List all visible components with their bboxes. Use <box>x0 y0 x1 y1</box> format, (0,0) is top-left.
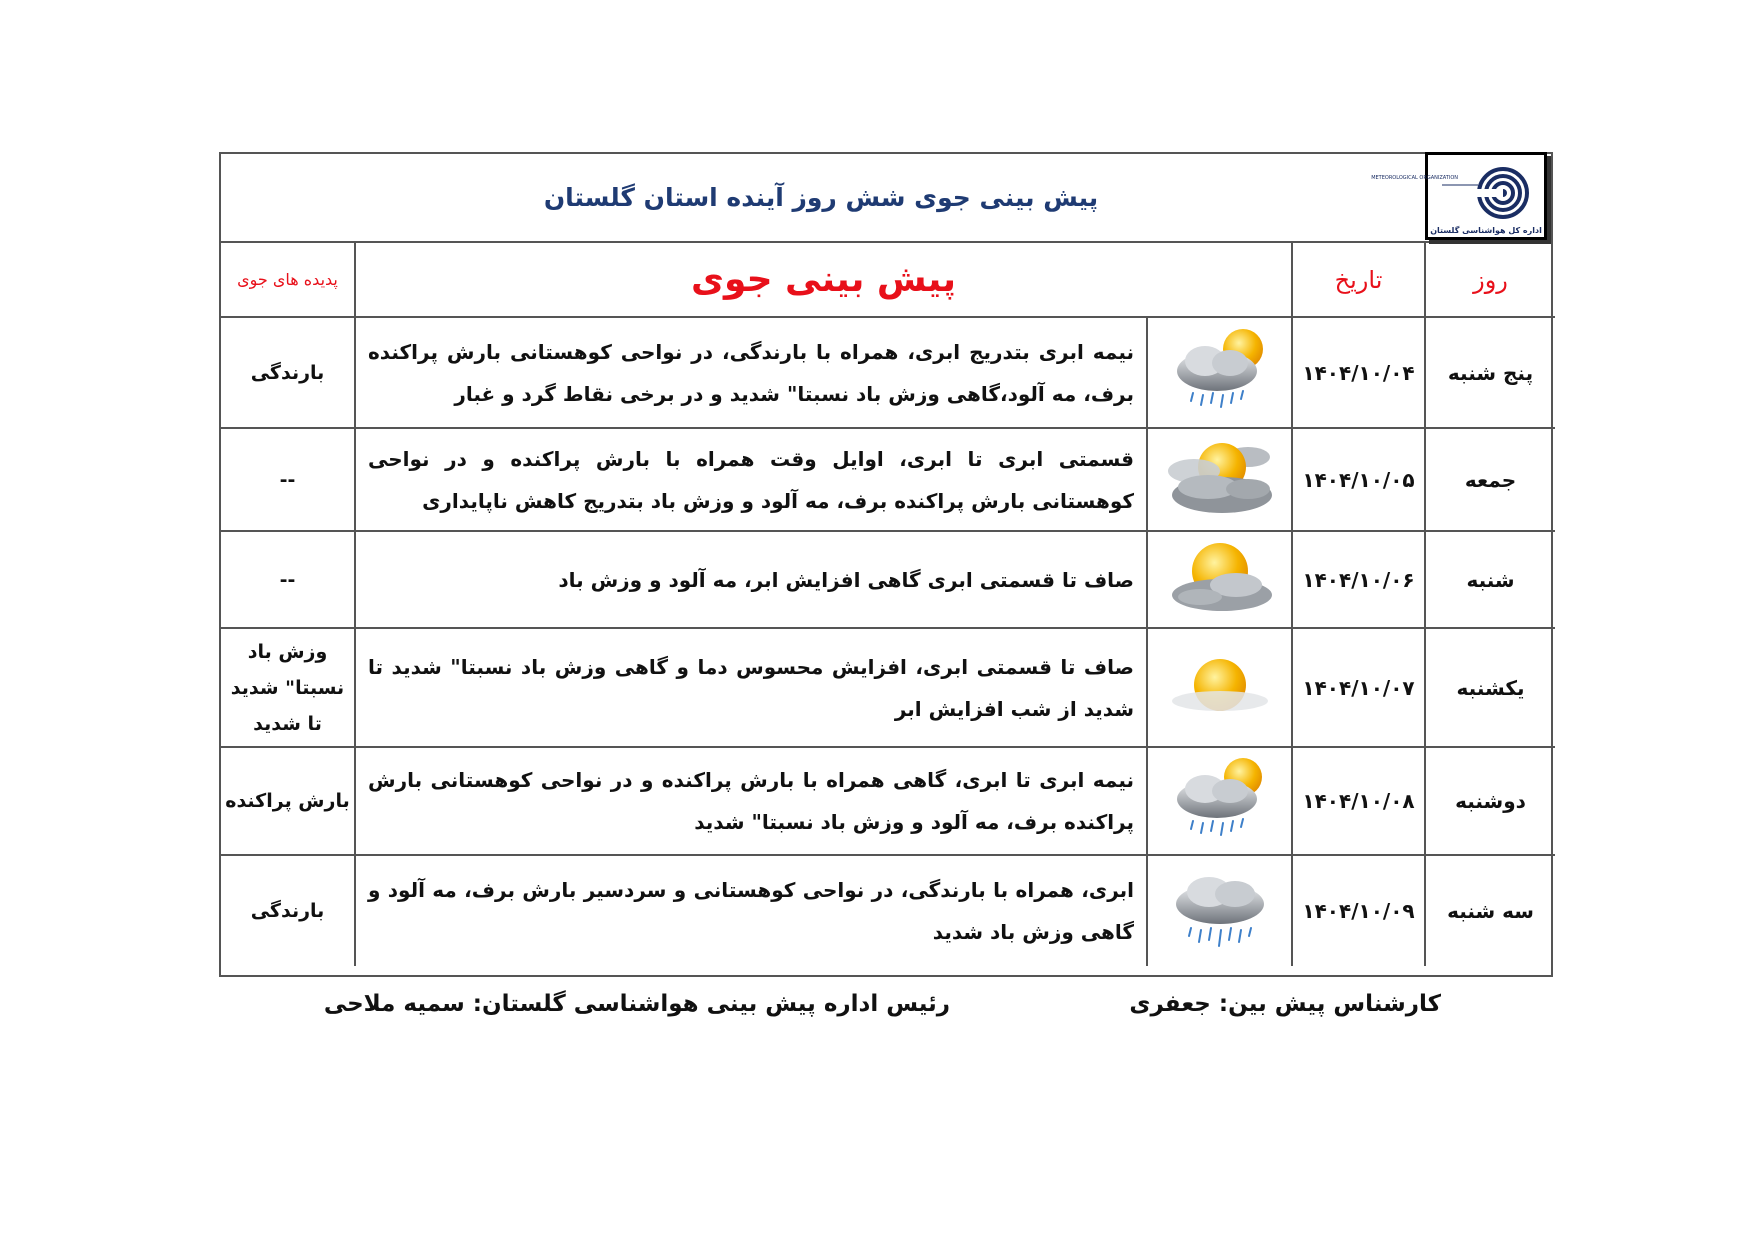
date-cell: ۱۴۰۴/۱۰/۰۴ <box>1292 317 1425 428</box>
sun-small-cloud-icon <box>1160 537 1280 623</box>
cloudy-sun-rain-snow-icon <box>1165 323 1275 423</box>
date-cell: ۱۴۰۴/۱۰/۰۹ <box>1292 855 1425 966</box>
cloud-rain-icon <box>1165 862 1275 960</box>
title-row <box>221 154 1551 243</box>
day-cell: دوشنبه <box>1425 747 1555 855</box>
date-cell: ۱۴۰۴/۱۰/۰۵ <box>1292 428 1425 531</box>
day-cell: پنج شنبه <box>1425 317 1555 428</box>
page-title: پیش بینی جوی شش روز آینده استان گلستان <box>543 183 1099 212</box>
forecast-sheet <box>219 152 1553 977</box>
forecast-text: نیمه ابری بتدریج ابری، همراه با بارندگی، در نواحی کوهستانی بارش پراکنده برف، مه آلود،گاهی وزش باد نسبتا" شدید و در برخی نقاط گرد و غبار <box>355 317 1147 428</box>
logo-emblem-icon <box>1371 155 1544 225</box>
forecast-text: صاف تا قسمتی ابری گاهی افزایش ابر، مه آلود و وزش باد <box>355 531 1147 628</box>
table-row <box>221 317 1555 428</box>
cloudy-sun-rain-icon <box>1165 753 1275 849</box>
weather-icon-cell <box>1147 628 1292 747</box>
date-cell: ۱۴۰۴/۱۰/۰۸ <box>1292 747 1425 855</box>
head-of-forecasting: رئیس اداره پیش بینی هواشناسی گلستان: سمیه ملاحی <box>323 991 950 1017</box>
meteorological-organization-logo <box>1371 152 1547 240</box>
column-header-date: تاریخ <box>1292 243 1425 317</box>
weather-icon-cell <box>1147 855 1292 966</box>
weather-icon-cell <box>1147 428 1292 531</box>
column-header-forecast: پیش بینی جوی <box>355 243 1292 317</box>
logo-caption: اداره کل هواشناسی گلستان <box>1430 226 1542 235</box>
date-cell: ۱۴۰۴/۱۰/۰۶ <box>1292 531 1425 628</box>
forecast-table <box>221 243 1555 966</box>
table-header-row <box>221 243 1555 317</box>
forecaster-signature: کارشناس پیش بین: جعفری <box>1129 991 1441 1017</box>
sun-haze-icon <box>1165 645 1275 731</box>
table-row <box>221 628 1555 747</box>
weather-icon-cell <box>1147 747 1292 855</box>
forecast-text: ابری، همراه با بارندگی، در نواحی کوهستانی و سردسیر بارش برف، مه آلود و گاهی وزش باد شدید <box>355 855 1147 966</box>
forecast-text: قسمتی ابری تا ابری، اوایل وقت همراه با بارش پراکنده و در نواحی کوهستانی بارش پراکنده برف، مه آلود و وزش باد بتدریج کاهش ناپایداری <box>355 428 1147 531</box>
table-row <box>221 855 1555 966</box>
table-row <box>221 531 1555 628</box>
hazard-cell: -- <box>221 428 355 531</box>
day-cell: جمعه <box>1425 428 1555 531</box>
table-row <box>221 428 1555 531</box>
column-header-hazards: پدیده های جوی <box>221 243 355 317</box>
hazard-cell: -- <box>221 531 355 628</box>
hazard-cell: وزش باد نسبتا" شدید تا شدید <box>221 628 355 747</box>
weather-icon-cell <box>1147 531 1292 628</box>
table-row <box>221 747 1555 855</box>
day-cell: شنبه <box>1425 531 1555 628</box>
day-cell: سه شنبه <box>1425 855 1555 966</box>
logo-org-text: METEOROLOGICAL ORGANIZATION <box>1371 175 1458 181</box>
hazard-cell: بارندگی <box>221 317 355 428</box>
forecast-text: صاف تا قسمتی ابری، افزایش محسوس دما و گاهی وزش باد نسبتا" شدید تا شدید از شب افزایش ابر <box>355 628 1147 747</box>
weather-icon-cell <box>1147 317 1292 428</box>
hazard-cell: بارندگی <box>221 855 355 966</box>
date-cell: ۱۴۰۴/۱۰/۰۷ <box>1292 628 1425 747</box>
hazard-cell: بارش پراکنده <box>221 747 355 855</box>
day-cell: یکشنبه <box>1425 628 1555 747</box>
forecast-text: نیمه ابری تا ابری، گاهی همراه با بارش پراکنده و در نواحی کوهستانی بارش پراکنده برف، مه آلود و وزش باد نسبتا" شدید <box>355 747 1147 855</box>
sun-behind-clouds-icon <box>1160 435 1280 525</box>
column-header-day: روز <box>1425 243 1555 317</box>
